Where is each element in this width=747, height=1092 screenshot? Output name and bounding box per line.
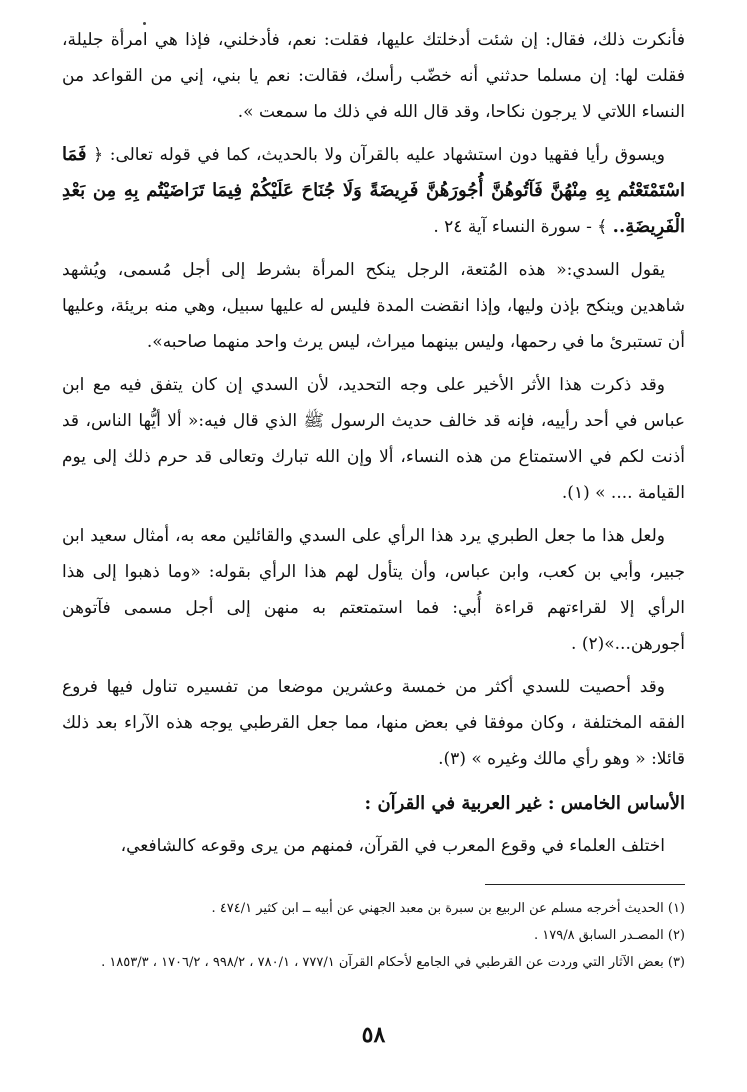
footnote-3: (٣) بعض الآثار التي وردت عن القرطبي في الجامع لأحكام القرآن ٧٧٧/١ ، ٧٨٠/١ ، ٩٩٨/٢ ، ١٧٠٦/٢ ، ١٨٥٣/٣ . — [101, 955, 685, 970]
quran-open-bracket: ﴿ — [93, 145, 104, 165]
quran-verse: فَمَا اسْتَمْتَعْتُم بِهِ مِنْهُنَّ فَآتُوهُنَّ أُجُورَهُنَّ فَرِيضَةً وَلَا جُنَاحَ عَلَيْكُمْ فِيمَا تَرَاضَيْتُم بِهِ مِن بَعْدِ الْفَرِيضَةِ.. — [62, 144, 685, 237]
quran-reference: - سورة النساء آية ٢٤ . — [433, 217, 592, 237]
paragraph-4: وقد ذكرت هذا الأثر الأخير على وجه التحديد، لأن السدي إن كان يتفق فيه مع ابن عباس في أحد رأييه، فإنه قد خالف حديث الرسول ﷺ الذي قال فيه:« ألا أيُّها الناس، قد أذنت لكم في الاستمتاع من هذه النساء، ألا وإن الله تبارك وتعالى قد حرم ذلك إلى يوم القيامة .... » (١). — [62, 375, 685, 503]
book-page — [62, 22, 685, 1092]
paragraph-1: فأنكرت ذلك، فقال: إن شئت أدخلتك عليها، فقلت: نعم، فأدخلني، فإذا هي امرأة جليلة، فقلت لها: إن مسلما حدثني أنه خضّب رأسك، فقالت: نعم يا بني، إني من القواعد من النساء اللاتي لا يرجون نكاحا، وقد قال الله في ذلك ما سمعت ». — [62, 30, 685, 122]
quran-close-bracket: ﴾ — [597, 217, 608, 237]
footnote-1: (١) الحديث أخرجه مسلم عن الربيع بن سبرة بن معبد الجهني عن أبيه ــ ابن كثير ٤٧٤/١ . — [211, 901, 685, 916]
page-number: ٥٨ — [361, 1022, 386, 1048]
footnote-2: (٢) المصـدر السابق ١٧٩/٨ . — [534, 928, 685, 943]
footnote-divider — [485, 884, 685, 885]
paragraph-7: اختلف العلماء في وقوع المعرب في القرآن، فمنهم من يرى وقوعه كالشافعي، — [120, 836, 665, 856]
section-heading: الأساس الخامس : غير العربية في القرآن : — [364, 793, 685, 814]
paragraph-6: وقد أحصيت للسدي أكثر من خمسة وعشرين موضعا من تفسيره تناول فيها فروع الفقه المختلفة ، وكان موفقا في بعض منها، مما جعل القرطبي يوجه هذه الآراء بعد ذلك قائلا: « وهو رأي مالك وغيره » (٣). — [62, 677, 685, 769]
paragraph-5: ولعل هذا ما جعل الطبري يرد هذا الرأي على السدي والقائلين معه به، أمثال سعيد ابن جبير، وأبي بن كعب، وابن عباس، وأن يتأول لهم هذا الرأي بقوله: «وما ذهبوا إلى هذا الرأي إلا لقراءتهم قراءة أُبي: فما استمتعتم به منهن إلى أجل مسمى فآتوهن أجورهن...»(٢) . — [62, 526, 685, 654]
paragraph-3: يقول السدي:« هذه المُتعة، الرجل ينكح المرأة بشرط إلى أجل مُسمى، ويُشهد شاهدين وينكح بإذن وليها، وإذا انقضت المدة فليس له عليها سبيل، وهي منه بريئة، وعليها أن تستبرئ ما في رحمها، وليس بينهما ميراث، ليس يرث واحد منهما صاحبه». — [62, 260, 685, 352]
paragraph-2-intro: ويسوق رأيا فقهيا دون استشهاد عليه بالقرآن ولا بالحديث، كما في قوله تعالى: — [109, 145, 665, 165]
footnotes — [62, 895, 685, 976]
paragraph-2 — [62, 137, 685, 245]
